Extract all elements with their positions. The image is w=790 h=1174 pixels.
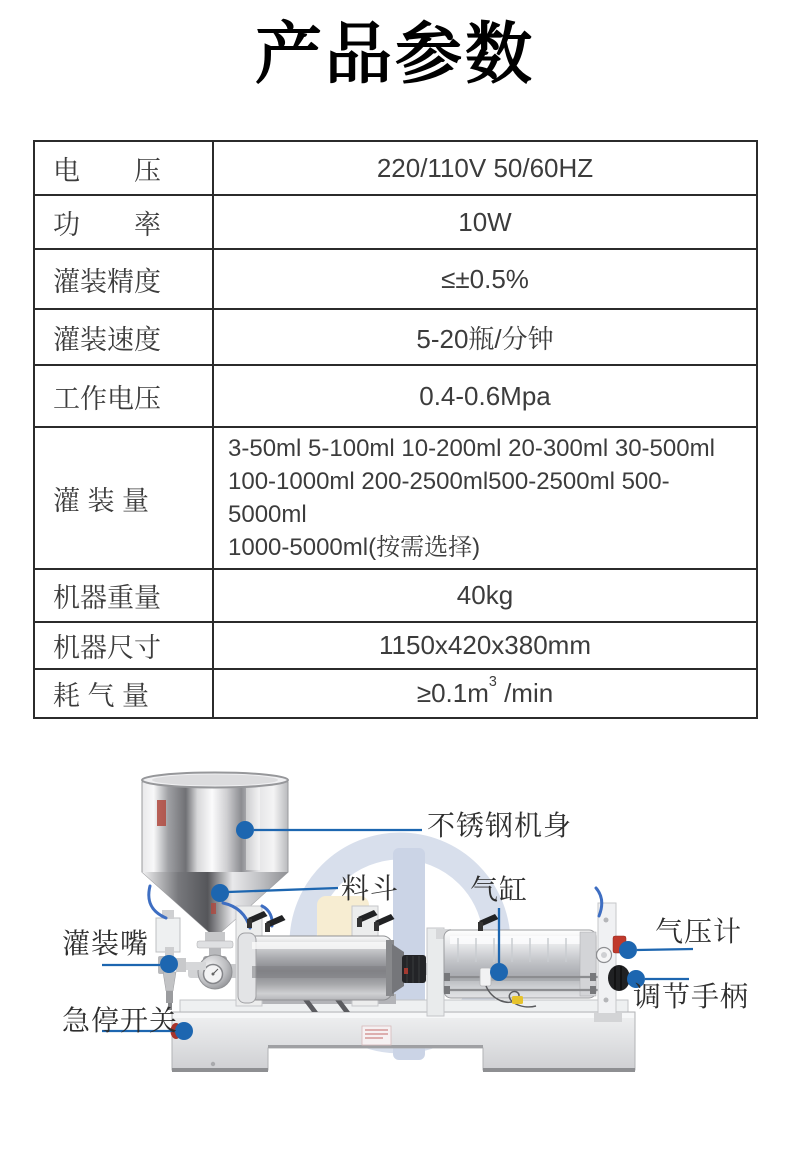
callout-filling-nozzle: 灌装嘴 — [62, 928, 150, 959]
spec-value-voltage: 220/110V 50/60HZ — [213, 141, 757, 195]
callout-emergency-stop: 急停开关 — [62, 1005, 179, 1036]
page-title: 产品参数 — [255, 17, 535, 92]
air-consumption-exponent: 3 — [488, 673, 497, 690]
machine-base — [172, 1000, 635, 1072]
right-end-assembly — [594, 903, 637, 1022]
machine-figure — [0, 700, 790, 1174]
table-row — [34, 427, 757, 569]
filling-volume-line1: 3-50ml 5-100ml 10-200ml 20-300ml 30-500ml — [228, 435, 715, 462]
spec-value-working-pressure: 0.4-0.6Mpa — [213, 365, 757, 427]
spec-value-accuracy: ≤±0.5% — [213, 249, 757, 309]
callout-air-cylinder: 气缸 — [470, 874, 529, 905]
spec-value-weight: 40kg — [213, 569, 757, 622]
callout-adjust-handle: 调节手柄 — [633, 981, 750, 1012]
table-row — [34, 249, 757, 309]
magnetic-sensor — [480, 968, 491, 986]
spec-table — [33, 140, 758, 719]
table-row — [34, 365, 757, 427]
spec-value-speed: 5-20瓶/分钟 — [213, 309, 757, 365]
spec-value-size: 1150x420x380mm — [213, 622, 757, 669]
air-consumption-base: ≥0.1m — [416, 678, 489, 708]
filling-volume-line3: 1000-5000ml(按需选择) — [228, 534, 481, 561]
table-row — [34, 195, 757, 249]
table-row — [34, 622, 757, 669]
spec-label-speed: 灌装速度 — [34, 309, 213, 365]
spec-label-air-consumption: 耗 气 量 — [34, 669, 213, 718]
wire-tag — [512, 996, 523, 1004]
filling-volume-line2: 100-1000ml 200-2500ml500-2500ml 500-5000ml — [228, 468, 670, 528]
callout-pressure-gauge: 气压计 — [655, 916, 743, 947]
spec-label-voltage: 电 压 — [34, 141, 213, 195]
nameplate — [362, 1026, 391, 1045]
spec-label-accuracy: 灌装精度 — [34, 249, 213, 309]
spec-label-filling-volume: 灌 装 量 — [34, 427, 213, 569]
spec-label-power: 功 率 — [34, 195, 213, 249]
spec-value-power: 10W — [213, 195, 757, 249]
adjust-knob — [608, 965, 630, 991]
hopper-neck-valve — [188, 932, 242, 989]
spec-label-working-pressure: 工作电压 — [34, 365, 213, 427]
spec-label-weight: 机器重量 — [34, 569, 213, 622]
table-row — [34, 569, 757, 622]
spec-label-size: 机器尺寸 — [34, 622, 213, 669]
callout-hopper: 料斗 — [341, 873, 400, 904]
callout-stainless-body: 不锈钢机身 — [427, 810, 573, 841]
spec-value-filling-volume — [213, 427, 757, 569]
table-row — [34, 141, 757, 195]
table-row — [34, 309, 757, 365]
air-consumption-unit: /min — [496, 678, 554, 708]
